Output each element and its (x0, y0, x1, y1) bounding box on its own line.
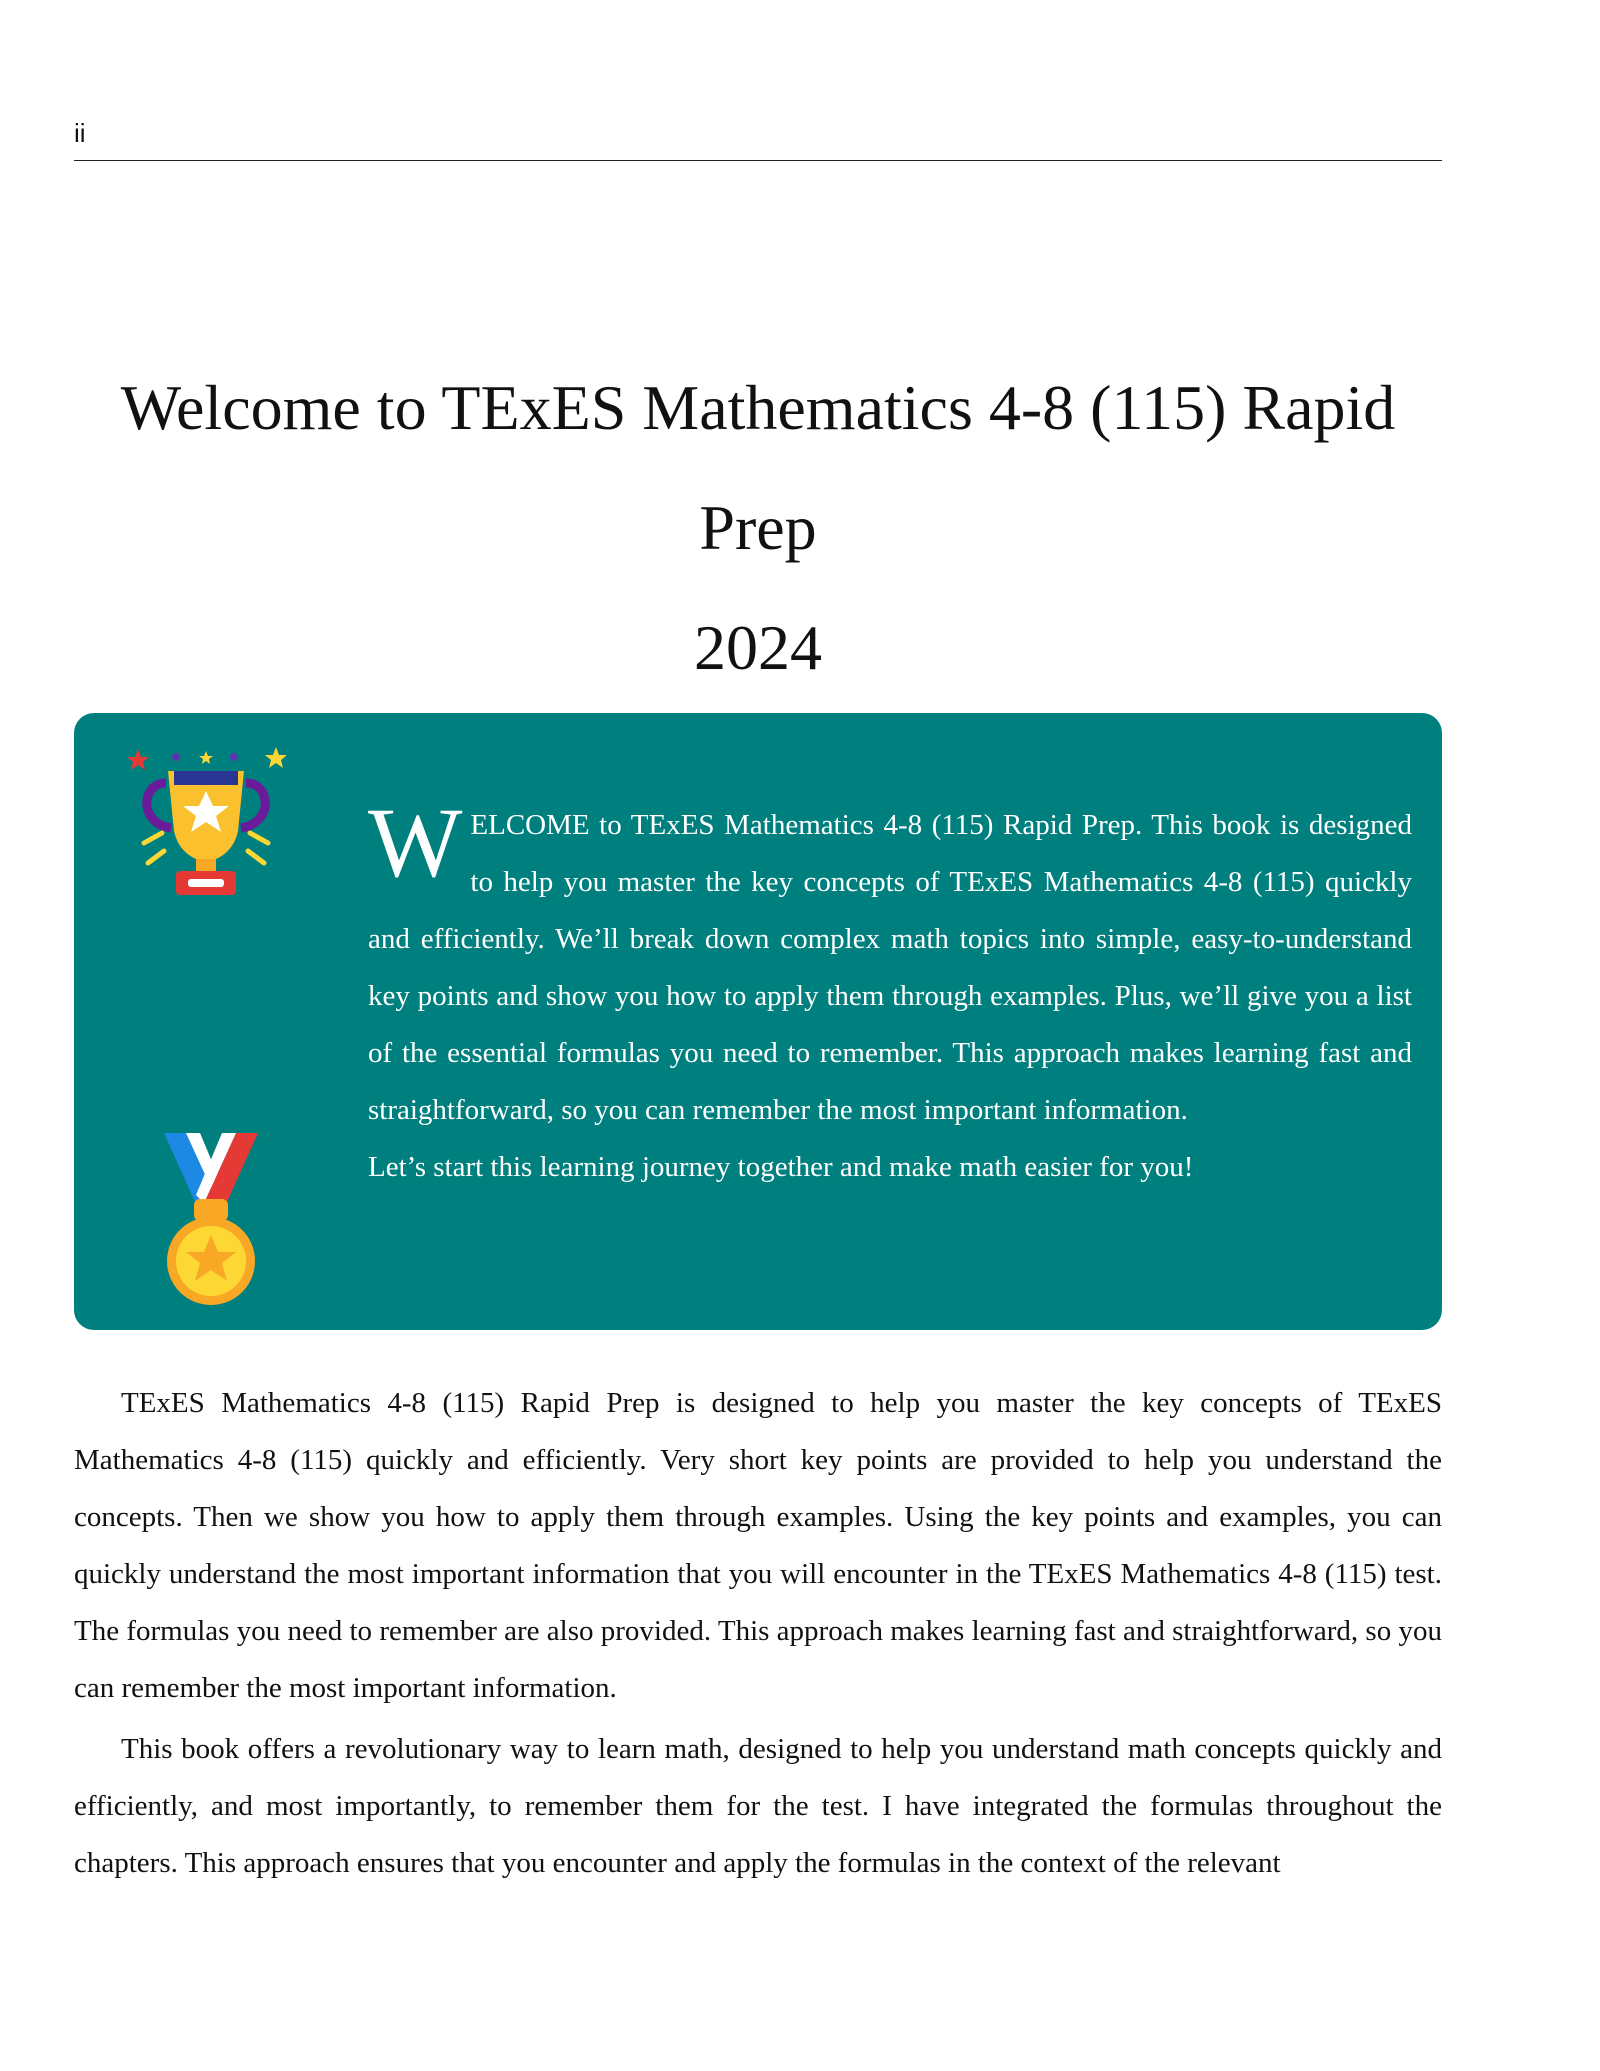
page-title (74, 348, 1442, 708)
drop-cap: W (368, 787, 463, 898)
trophy-icon (126, 743, 286, 903)
medal-icon (156, 1133, 266, 1308)
body-text (74, 1375, 1442, 1896)
header-rule (74, 160, 1442, 161)
body-paragraph: This book offers a revolutionary way to learn math, designed to help you understand math concepts quickly and efficiently, and most importantly, to remember them for the test. I have integrated the formulas throughout the chapters. This approach ensures that you encounter and apply the formulas in the context of the relevant (74, 1733, 1442, 1879)
welcome-box (74, 713, 1442, 1330)
welcome-paragraph-text: ELCOME to TExES Mathematics 4-8 (115) Rapid Prep. This book is designed to help you master the key concepts of TExES Mathematics 4-8 (115) quickly and efficiently. We’ll break down complex math topics into simple, easy-to-understand key points and show you how to apply them through examples. Plus, we’ll give you a list of the essential formulas you need to remember. This approach makes learning fast and straightforward, so you can remember the most important information. (368, 809, 1412, 1126)
page-number: ii (74, 118, 86, 148)
body-paragraph: TExES Mathematics 4-8 (115) Rapid Prep is designed to help you master the key concepts of TExES Mathematics 4-8 (115) quickly and efficiently. Very short key points are provided to help you understand the concepts. Then we show you how to apply them through examples. Using the key points and examples, you can quickly understand the most important information that you will encounter in the TExES Mathematics 4-8 (115) test. The formulas you need to remember are also provided. This approach makes learning fast and straightforward, so you can remember the most important information. (74, 1387, 1442, 1704)
welcome-text (368, 787, 1412, 1196)
title-text: Welcome to TExES Mathematics 4-8 (115) Rapid Prep (120, 372, 1396, 563)
welcome-closing: Let’s start this learning journey together and make math easier for you! (368, 1151, 1194, 1183)
welcome-paragraph (368, 787, 1412, 1139)
title-year: 2024 (694, 612, 822, 683)
